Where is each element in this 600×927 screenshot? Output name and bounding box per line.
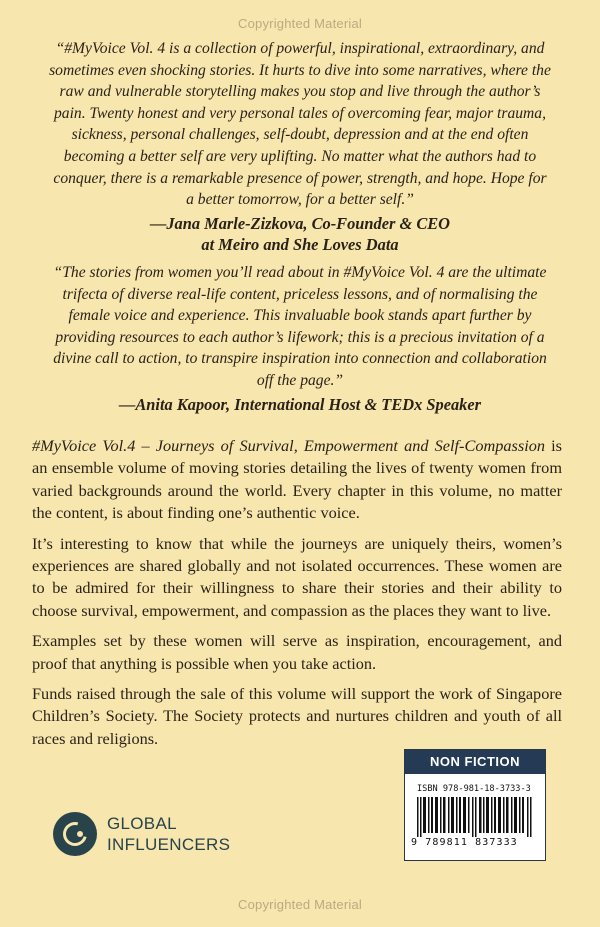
publisher-name xyxy=(107,813,230,855)
publisher-name-line-1: GLOBAL xyxy=(107,814,177,833)
isbn-text: ISBN 978-981-18-3733-3 xyxy=(417,784,531,794)
isbn-barcode-block xyxy=(404,749,546,861)
publisher-name-line-2: INFLUENCERS xyxy=(107,835,231,854)
description-paragraph-3: Examples set by these women will serve as inspiration, encouragement, and proof that anything is possible when you take action. xyxy=(32,631,562,673)
quote-1-text: “#MyVoice Vol. 4 is a collection of powerful, inspirational, extraordinary, and sometimes even shocking stories. It hurts to dive into some narratives, where the raw and vulnerable storytelling makes you stop and live through the author’s pain. Twenty honest and very personal tales of overcoming fear, major trauma, sickness, personal challenges, self-doubt, depression and at the end often becoming a better self are very uplifting. No matter what the authors had to conquer, there is a remarkable presence of power, strength, and hope. Hope for a better tomorrow, for a better self.” xyxy=(49,40,551,209)
quote-2-attribution: —Anita Kapoor, International Host & TEDx Speaker xyxy=(118,394,482,414)
quote-1-attribution-line-1: —Jana Marle-Zizkova, Co-Founder & CEO xyxy=(149,213,451,233)
description-paragraph-1-rest: is an ensemble volume of moving stories detailing the lives of twenty women from varied backgrounds around the world. Every chapter in this volume, no matter the content, is about finding one’s authentic voice. xyxy=(32,436,562,523)
global-influencers-logo-icon xyxy=(53,812,97,856)
watermark-top: Copyrighted Material xyxy=(238,16,362,31)
barcode-icon xyxy=(417,797,533,837)
quote-2-text: “The stories from women you’ll read about in #MyVoice Vol. 4 are the ultimate trifecta of diverse real-life content, priceless lessons, and of normalising the female voice and experience. This invaluable book stands apart further by providing resources to each author’s lifework; this is a precious invitation of a divine call to action, to transpire inspiration into connection and collaboration off the page.” xyxy=(53,264,547,389)
description-paragraph-2: It’s interesting to know that while the journeys are uniquely theirs, women’s experiences are shared globally and not isolated occurrences. These women are to be admired for their willingness to share their stories and their ability to choose survival, empowerment, and compassion as the places they want to live. xyxy=(32,533,562,620)
description-paragraph-1 xyxy=(32,435,562,525)
category-label: NON FICTION xyxy=(405,750,545,774)
book-title-inline: #MyVoice Vol.4 – Journeys of Survival, Empowerment and Self-Compassion xyxy=(32,436,545,455)
ean-digits: 9 789811 837333 xyxy=(411,837,518,848)
book-description xyxy=(32,435,562,758)
watermark-bottom: Copyrighted Material xyxy=(238,897,362,912)
publisher-logo xyxy=(53,812,230,856)
endorsement-quote-1 xyxy=(48,38,552,256)
endorsement-quote-2 xyxy=(48,262,552,415)
quote-1-attribution-line-2: at Meiro and She Loves Data xyxy=(201,235,399,255)
description-paragraph-4: Funds raised through the sale of this volume will support the work of Singapore Children’s Society. The Society protects and nurtures children and youth of all races and religions. xyxy=(32,684,562,748)
